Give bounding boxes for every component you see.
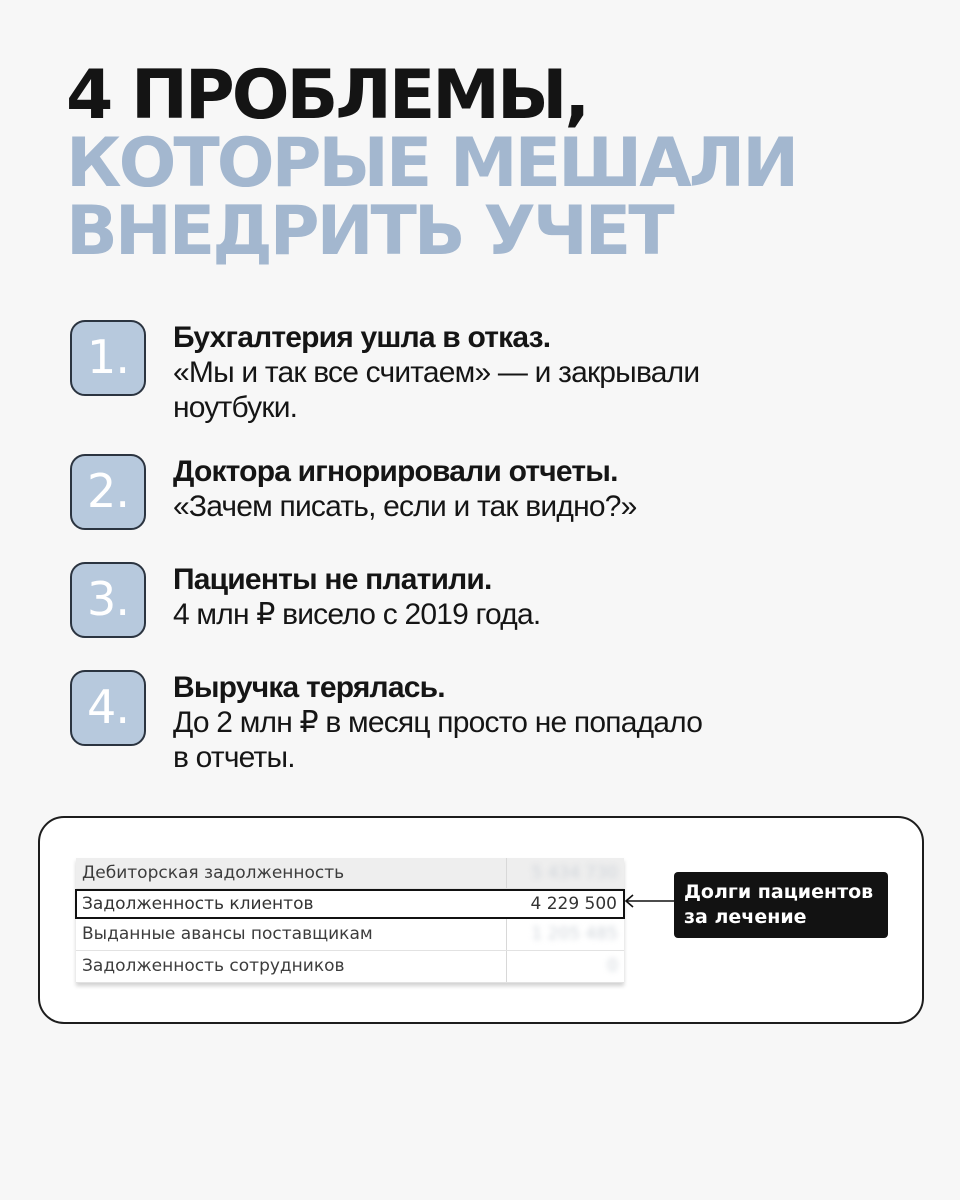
row-label: Задолженность клиентов [82, 894, 314, 914]
table-row-supplier-advances [76, 919, 624, 951]
row-value: 4 229 500 [530, 894, 617, 914]
row-value-blurred: 1 205 485 [531, 924, 618, 944]
row-label: Дебиторская задолженность [82, 863, 345, 883]
column-divider [506, 951, 507, 982]
problem-text-2 [173, 454, 873, 524]
number-badge-4: 4. [70, 670, 146, 746]
receivables-table [76, 858, 624, 983]
callout-line-2: за лечение [684, 906, 807, 928]
row-label: Выданные авансы поставщикам [82, 924, 373, 944]
number-badge-2: 2. [70, 454, 146, 530]
callout-line-1: Долги пациентов [684, 881, 874, 903]
column-divider [506, 919, 507, 950]
problem-text-3 [173, 562, 873, 632]
number-badge-3: 3. [70, 562, 146, 638]
problem-desc-4a: До 2 млн ₽ в месяц просто не попадало [173, 706, 703, 739]
report-card [38, 816, 924, 1024]
problem-desc-1b: ноутбуки. [173, 391, 298, 424]
problem-title-3: Пациенты не платили. [173, 563, 492, 596]
problem-desc-1a: «Мы и так все считаем» — и закрывали [173, 356, 700, 389]
problem-desc-2a: «Зачем писать, если и так видно?» [173, 490, 637, 523]
problem-desc-3a: 4 млн ₽ висело с 2019 года. [173, 598, 541, 631]
arrow-left-icon [624, 893, 678, 909]
problem-text-1 [173, 320, 873, 425]
number-badge-1: 1. [70, 320, 146, 396]
problem-title-4: Выручка терялась. [173, 671, 445, 704]
problem-desc-4b: в отчеты. [173, 741, 295, 774]
problem-text-4 [173, 670, 873, 775]
column-divider [506, 858, 507, 888]
row-value-blurred: 0 [607, 956, 618, 976]
table-row-receivables [76, 858, 624, 889]
row-label: Задолженность сотрудников [82, 956, 345, 976]
title-line-3: ВНЕДРИТЬ УЧЕТ [66, 192, 672, 271]
table-row-employee-debt [76, 951, 624, 983]
title-line-2: КОТОРЫЕ МЕШАЛИ [66, 124, 797, 203]
title-line-1: 4 ПРОБЛЕМЫ, [66, 56, 588, 135]
page-title [66, 56, 797, 271]
problem-title-1: Бухгалтерия ушла в отказ. [173, 321, 551, 354]
row-value-blurred: 5 434 730 [531, 863, 618, 883]
problem-title-2: Доктора игнорировали отчеты. [173, 455, 618, 488]
table-row-client-debt [75, 889, 625, 919]
callout-label [674, 872, 888, 938]
